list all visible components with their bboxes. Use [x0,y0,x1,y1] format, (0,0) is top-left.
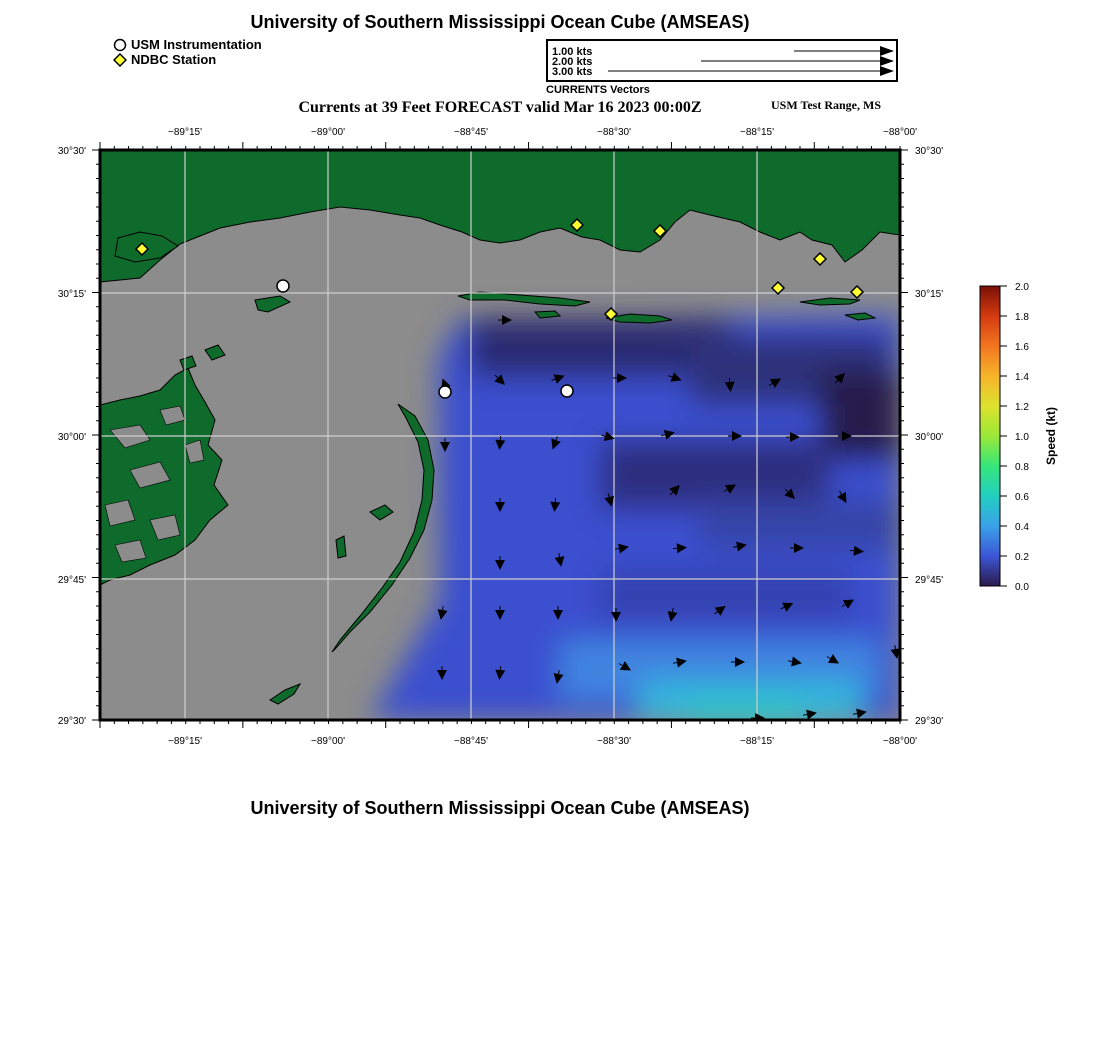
y-tick-label: 30°00' [57,432,86,443]
colorbar-tick-label: 0.0 [1015,582,1029,593]
vector-key-label: 3.00 kts [552,66,593,78]
page-title: University of Southern Mississippi Ocean Cube (AMSEAS) [250,12,750,32]
colorbar-title: Speed (kt) [1044,406,1058,466]
y-tick-label: 30°30' [57,146,86,157]
y-tick-label: 30°15' [915,289,944,300]
vector-key-label: 1.00 kts [552,46,593,58]
y-tick-label: 29°45' [915,575,944,586]
y-tick-label: 30°15' [57,289,86,300]
y-axis-left [58,146,86,727]
y-tick-label: 29°45' [57,575,86,586]
colorbar-tick-label: 0.4 [1015,522,1029,533]
usm-station-marker[interactable] [439,386,451,398]
x-tick-label: −89°15' [168,127,202,138]
map-area [100,150,902,725]
legend-usm-label: USM Instrumentation [131,37,262,52]
y-tick-label: 30°30' [915,146,944,157]
usm-station-marker[interactable] [277,280,289,292]
colorbar-tick-label: 0.2 [1015,552,1029,563]
legend-ndbc-label: NDBC Station [131,52,217,67]
x-tick-label: −88°15' [740,736,774,747]
x-tick-label: −88°45' [454,736,488,747]
x-axis-top [168,127,917,138]
y-axis-right [915,146,943,727]
region-label: USM Test Range, MS [771,98,882,112]
vector-key-label: 2.00 kts [552,56,593,68]
colorbar-tick-label: 0.8 [1015,462,1029,473]
x-tick-label: −88°15' [740,127,774,138]
x-tick-label: −89°00' [311,736,345,747]
y-tick-label: 30°00' [915,432,944,443]
y-tick-label: 29°30' [57,716,86,727]
x-tick-label: −89°00' [311,127,345,138]
current-speed-field [370,315,900,725]
colorbar-tick-label: 1.0 [1015,432,1029,443]
x-tick-label: −88°00' [883,736,917,747]
colorbar-tick-label: 1.8 [1015,312,1029,323]
colorbar [980,282,1058,593]
x-tick-label: −89°15' [168,736,202,747]
usm-station-marker[interactable] [561,385,573,397]
colorbar-tick-label: 1.4 [1015,372,1029,383]
x-tick-label: −88°30' [597,736,631,747]
x-axis-bottom [168,736,917,747]
colorbar-tick-label: 1.6 [1015,342,1029,353]
colorbar-tick-label: 0.6 [1015,492,1029,503]
y-tick-label: 29°30' [915,716,944,727]
x-tick-label: −88°00' [883,127,917,138]
vector-key-caption: CURRENTS Vectors [546,84,650,96]
map-subtitle: Currents at 39 Feet FORECAST valid Mar 16 2023 00:00Z [298,99,702,116]
footer-title: University of Southern Mississippi Ocean Cube (AMSEAS) [250,798,750,818]
x-tick-label: −88°45' [454,127,488,138]
colorbar-tick-label: 1.2 [1015,402,1029,413]
colorbar-tick-label: 2.0 [1015,282,1029,293]
colorbar-scale [980,286,1000,586]
x-tick-label: −88°30' [597,127,631,138]
